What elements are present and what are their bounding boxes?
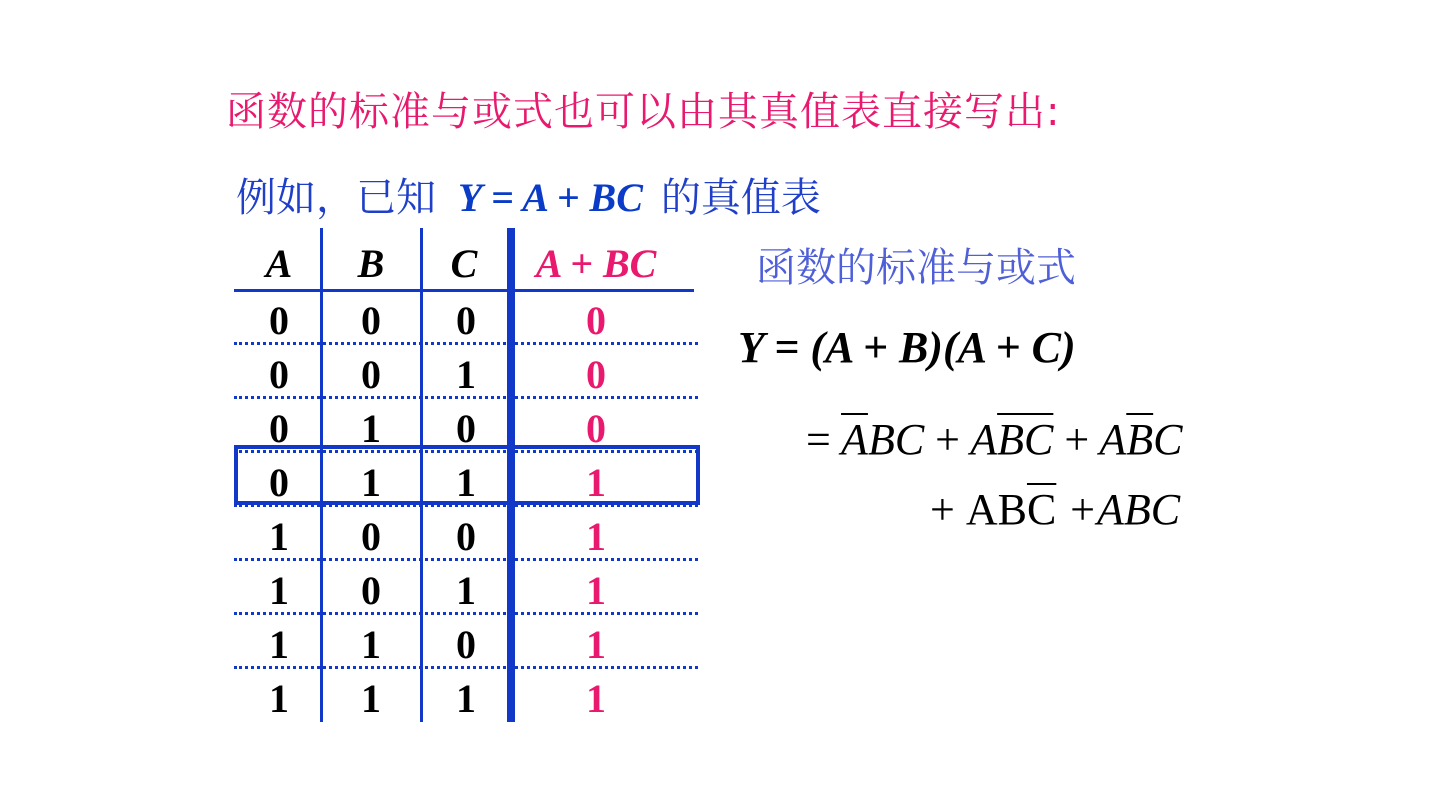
term3-a: A — [1099, 415, 1127, 464]
term5: +ABC — [1067, 485, 1181, 534]
table-cell: 1 — [361, 676, 381, 721]
term4-negated: $\overline{C}$ — [1026, 485, 1057, 534]
table-cell-output: 1 — [586, 568, 606, 613]
header-a: A — [265, 241, 293, 286]
formula-line-3 — [930, 484, 1180, 535]
table-cell-output: 1 — [586, 514, 606, 559]
header-divider — [234, 289, 694, 292]
standard-sop-label: 函数的标准与或式 — [756, 245, 1076, 291]
example-prefix: 例如，已知 — [236, 175, 436, 221]
table-cell: 1 — [269, 514, 289, 559]
table-cell-output: 0 — [586, 352, 606, 397]
table-cell-output: 1 — [586, 676, 606, 721]
table-cell-output: 1 — [586, 622, 606, 667]
term1-rest: BC — [867, 415, 925, 464]
table-cell: 0 — [269, 352, 289, 397]
table-cell: 0 — [456, 298, 476, 343]
formula-line-1: Y = (A + B)(A + C) — [738, 323, 1076, 372]
term2-a: A — [970, 415, 998, 464]
example-suffix: 的真值表 — [660, 175, 821, 221]
table-cell: 0 — [361, 568, 381, 613]
table-cell: 1 — [361, 622, 381, 667]
term3-negated: $\overline{B}$ — [1126, 415, 1154, 464]
term1-negated: $\overline{A}$ — [841, 415, 868, 464]
table-cell-output: 0 — [586, 298, 606, 343]
table-cell: 1 — [269, 676, 289, 721]
equals-sign: = — [806, 415, 831, 464]
table-cell: 0 — [361, 352, 381, 397]
formula-line-2 — [806, 414, 1183, 465]
header-output: A + BC — [535, 241, 657, 286]
table-cell: 1 — [361, 406, 381, 451]
header-b: B — [357, 241, 385, 286]
plus-sign: + — [935, 415, 960, 464]
table-cell: 0 — [361, 298, 381, 343]
plus-sign: + — [1064, 415, 1090, 464]
table-cell: 1 — [456, 352, 476, 397]
table-cell: 0 — [361, 514, 381, 559]
term4-ab: AB — [965, 485, 1027, 534]
table-cell: 0 — [456, 406, 476, 451]
table-cell: 0 — [456, 622, 476, 667]
term3-c: C — [1153, 415, 1183, 464]
table-cell-output: 0 — [586, 406, 606, 451]
table-cell: 1 — [269, 568, 289, 613]
table-cell: 1 — [269, 622, 289, 667]
table-cell: 0 — [269, 460, 289, 505]
table-cell: 1 — [456, 676, 476, 721]
example-line — [236, 166, 821, 223]
table-cell: 0 — [456, 514, 476, 559]
plus-sign: + — [930, 485, 955, 534]
table-cell: 1 — [456, 568, 476, 613]
header-c: C — [450, 241, 478, 286]
table-cell: 1 — [361, 460, 381, 505]
table-cell-output: 1 — [586, 460, 606, 505]
term2-negated: $\overline{BC}$ — [997, 415, 1054, 464]
table-cell: 1 — [456, 460, 476, 505]
table-cell: 0 — [269, 298, 289, 343]
page-heading: 函数的标准与或式也可以由其真值表直接写出: — [226, 89, 1061, 135]
truth-table — [234, 228, 698, 722]
table-cell: 0 — [269, 406, 289, 451]
example-formula: Y = A + BC — [458, 175, 643, 220]
